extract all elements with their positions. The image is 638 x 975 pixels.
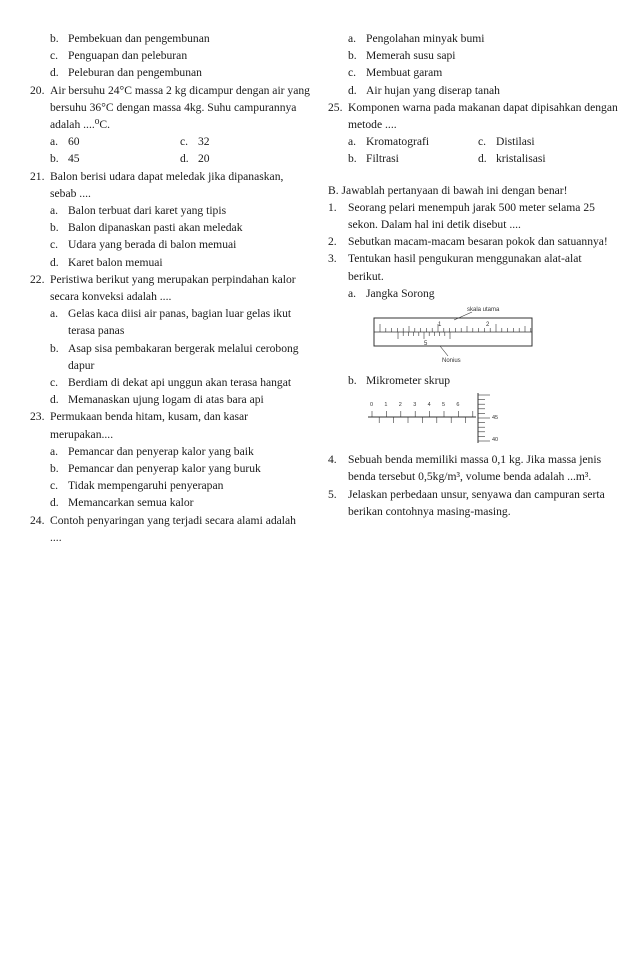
option-text: Karet balon memuai bbox=[68, 255, 163, 269]
option-letter: c. bbox=[50, 376, 59, 390]
question-text: Contoh penyaringan yang terjadi secara alami adalah .... bbox=[50, 513, 296, 544]
option-text: 60 bbox=[68, 135, 80, 149]
options-continued bbox=[30, 30, 310, 82]
essay-question-1 bbox=[328, 199, 618, 233]
sub-item-b bbox=[328, 372, 618, 389]
section-b-heading: B. Jawablah pertanyaan di bawah ini dengan benar! bbox=[328, 183, 568, 197]
option-letter: b. bbox=[348, 49, 357, 63]
option-row bbox=[328, 133, 618, 150]
option-text: Memerah susu sapi bbox=[366, 49, 456, 63]
option-text: Pemancar dan penyerap kalor yang buruk bbox=[68, 462, 261, 476]
option-row bbox=[30, 133, 310, 150]
option-row bbox=[328, 150, 618, 167]
essay-question-5 bbox=[328, 486, 618, 520]
question-number: 22. bbox=[30, 272, 45, 286]
question-text: Sebuah benda memiliki massa 0,1 kg. Jika massa jenis benda tersebut 0,5kg/m³, volume benda adalah ...m³. bbox=[348, 453, 602, 484]
right-column bbox=[328, 30, 618, 520]
option bbox=[30, 47, 310, 64]
option-text: Berdiam di dekat api unggun akan terasa hangat bbox=[68, 376, 292, 390]
question-number: 24. bbox=[30, 513, 45, 527]
option-letter: d. bbox=[50, 255, 59, 269]
question-text: Komponen warna pada makanan dapat dipisahkan dengan metode .... bbox=[348, 100, 618, 132]
question-number: 4. bbox=[328, 453, 337, 467]
option bbox=[30, 340, 310, 374]
option bbox=[30, 374, 310, 391]
option bbox=[328, 82, 618, 99]
option bbox=[30, 202, 310, 219]
question-text: Seorang pelari menempuh jarak 500 meter selama 25 sekon. Dalam hal ini detik disebut .... bbox=[348, 200, 595, 232]
option-letter: b. bbox=[50, 152, 59, 166]
option bbox=[328, 47, 618, 64]
option-letter: b. bbox=[50, 32, 59, 45]
micrometer-drawing bbox=[368, 389, 538, 449]
left-column bbox=[30, 30, 310, 546]
option-text: Distilasi bbox=[496, 135, 535, 149]
question-number: 3. bbox=[328, 252, 337, 266]
option-letter: a. bbox=[50, 444, 59, 458]
question-number: 2. bbox=[328, 235, 337, 249]
question-text: Balon berisi udara dapat meledak jika dipanaskan, sebab .... bbox=[50, 169, 284, 200]
options-continued bbox=[328, 30, 618, 99]
option-letter: c. bbox=[50, 49, 59, 63]
question-text: Permukaan benda hitam, kusam, dan kasar merupakan.... bbox=[50, 410, 248, 441]
vernier-caliper-figure bbox=[368, 302, 618, 372]
micrometer-figure bbox=[368, 389, 618, 451]
option-text: Kromatografi bbox=[366, 135, 430, 149]
option-letter: b. bbox=[50, 221, 59, 235]
caliper-label-top: skala utama bbox=[467, 307, 500, 314]
option-text: Jangka Sorong bbox=[366, 286, 435, 300]
caliper-pointer-top bbox=[454, 312, 472, 320]
caliper-label-bottom: Nonius bbox=[442, 358, 461, 365]
option-text: kristalisasi bbox=[496, 152, 546, 166]
option-letter: b. bbox=[50, 341, 59, 355]
vernier-scale-ticks bbox=[398, 332, 450, 339]
essay-question-2 bbox=[328, 233, 618, 250]
question-21 bbox=[30, 168, 310, 271]
option-letter: a. bbox=[348, 135, 357, 149]
option-text: Pemancar dan penyerap kalor yang baik bbox=[68, 444, 254, 458]
option-text: Air hujan yang diserap tanah bbox=[366, 83, 500, 97]
sleeve-scale-number: 0 bbox=[370, 402, 374, 409]
option-letter: b. bbox=[348, 152, 357, 166]
option-text: Memanaskan ujung logam di atas bara api bbox=[68, 393, 264, 407]
thimble-scale-ticks bbox=[478, 395, 490, 441]
essay-question-4 bbox=[328, 451, 618, 485]
option-text: 32 bbox=[198, 135, 210, 149]
option bbox=[30, 477, 310, 494]
sleeve-scale-number: 6 bbox=[456, 402, 460, 409]
question-number: 25. bbox=[328, 100, 343, 114]
question-text: Peristiwa berikut yang merupakan perpindahan kalor secara konveksi adalah .... bbox=[50, 272, 296, 304]
main-scale-number-2: 2 bbox=[486, 322, 490, 329]
option-letter: c. bbox=[50, 238, 59, 252]
option-letter: c. bbox=[50, 479, 59, 493]
option bbox=[30, 236, 310, 253]
option-text: Pembekuan dan pengembunan bbox=[68, 32, 210, 45]
option-letter: c. bbox=[348, 66, 357, 80]
option-text: Penguapan dan peleburan bbox=[68, 49, 188, 63]
option bbox=[30, 460, 310, 477]
vernier-caliper-drawing bbox=[368, 302, 538, 372]
option-text: Tidak mempengaruhi penyerapan bbox=[68, 479, 224, 493]
option-letter: d. bbox=[50, 496, 59, 510]
option-text: Asap sisa pembakaran bergerak melalui cerobong dapur bbox=[68, 341, 299, 372]
main-scale-ticks bbox=[380, 324, 531, 332]
option-letter: d. bbox=[50, 393, 59, 407]
option-text: Udara yang berada di balon memuai bbox=[68, 238, 237, 252]
option-row bbox=[30, 150, 310, 167]
sub-item-a bbox=[328, 285, 618, 302]
main-scale-number-1: 1 bbox=[438, 322, 442, 329]
question-text: Air bersuhu 24°C massa 2 kg dicampur dengan air yang bersuhu 36°C dengan massa 4kg. Suhu campurannya adalah ....⁰C. bbox=[50, 83, 310, 132]
option-letter: c. bbox=[180, 135, 189, 149]
essay-question-3 bbox=[328, 250, 618, 284]
option-text: 20 bbox=[198, 152, 210, 166]
thimble-number-40: 40 bbox=[492, 437, 499, 444]
option bbox=[30, 30, 310, 47]
question-number: 20. bbox=[30, 83, 45, 97]
option-text: Balon terbuat dari karet yang tipis bbox=[68, 204, 227, 218]
question-23 bbox=[30, 408, 310, 511]
option bbox=[30, 443, 310, 460]
caliper-pointer-bottom bbox=[440, 346, 448, 356]
option-letter: d. bbox=[478, 152, 487, 166]
question-number: 5. bbox=[328, 487, 337, 501]
question-number: 23. bbox=[30, 410, 45, 424]
question-number: 21. bbox=[30, 169, 45, 183]
question-22 bbox=[30, 271, 310, 409]
option bbox=[30, 219, 310, 236]
option bbox=[30, 254, 310, 271]
option-text: Memancarkan semua kalor bbox=[68, 496, 194, 510]
sleeve-scale-number: 2 bbox=[398, 402, 402, 409]
question-24 bbox=[30, 512, 310, 546]
sleeve-scale-number: 3 bbox=[413, 402, 417, 409]
option-text: 45 bbox=[68, 152, 80, 166]
question-25 bbox=[328, 99, 618, 168]
option bbox=[328, 30, 618, 47]
option-letter: b. bbox=[348, 374, 357, 388]
option bbox=[30, 494, 310, 511]
question-text: Tentukan hasil pengukuran menggunakan alat-alat berikut. bbox=[348, 252, 582, 283]
option-text: Gelas kaca diisi air panas, bagian luar gelas ikut terasa panas bbox=[68, 307, 292, 338]
thimble-number-45: 45 bbox=[492, 415, 499, 422]
option-letter: b. bbox=[50, 462, 59, 476]
option-letter: d. bbox=[180, 152, 189, 166]
option-text: Membuat garam bbox=[366, 66, 443, 80]
sleeve-scale-number: 1 bbox=[384, 402, 388, 409]
option bbox=[328, 64, 618, 81]
option-text: Peleburan dan pengembunan bbox=[68, 66, 202, 80]
sleeve-scale-number: 4 bbox=[427, 402, 431, 409]
option-letter: c. bbox=[478, 135, 487, 149]
option-letter: d. bbox=[50, 66, 59, 80]
question-number: 1. bbox=[328, 200, 337, 214]
option-text: Filtrasi bbox=[366, 152, 399, 166]
option-text: Mikrometer skrup bbox=[366, 374, 451, 388]
option bbox=[30, 64, 310, 81]
vernier-number-5: 5 bbox=[424, 341, 428, 348]
option bbox=[30, 305, 310, 339]
question-20 bbox=[30, 82, 310, 168]
option-letter: d. bbox=[348, 83, 357, 97]
option-text: Pengolahan minyak bumi bbox=[366, 32, 485, 45]
option-letter: a. bbox=[50, 204, 59, 218]
option-letter: a. bbox=[348, 32, 357, 45]
question-text: Sebutkan macam-macam besaran pokok dan satuannya! bbox=[348, 235, 608, 249]
option bbox=[30, 391, 310, 408]
option-text: Balon dipanaskan pasti akan meledak bbox=[68, 221, 243, 235]
sleeve-scale-number: 5 bbox=[442, 402, 446, 409]
question-text: Jelaskan perbedaan unsur, senyawa dan campuran serta berikan contohnya masing-masing. bbox=[348, 487, 605, 518]
sleeve-scale-numbers bbox=[370, 402, 459, 408]
option-letter: a. bbox=[50, 307, 59, 321]
option-letter: a. bbox=[50, 135, 59, 149]
option-letter: a. bbox=[348, 286, 357, 300]
